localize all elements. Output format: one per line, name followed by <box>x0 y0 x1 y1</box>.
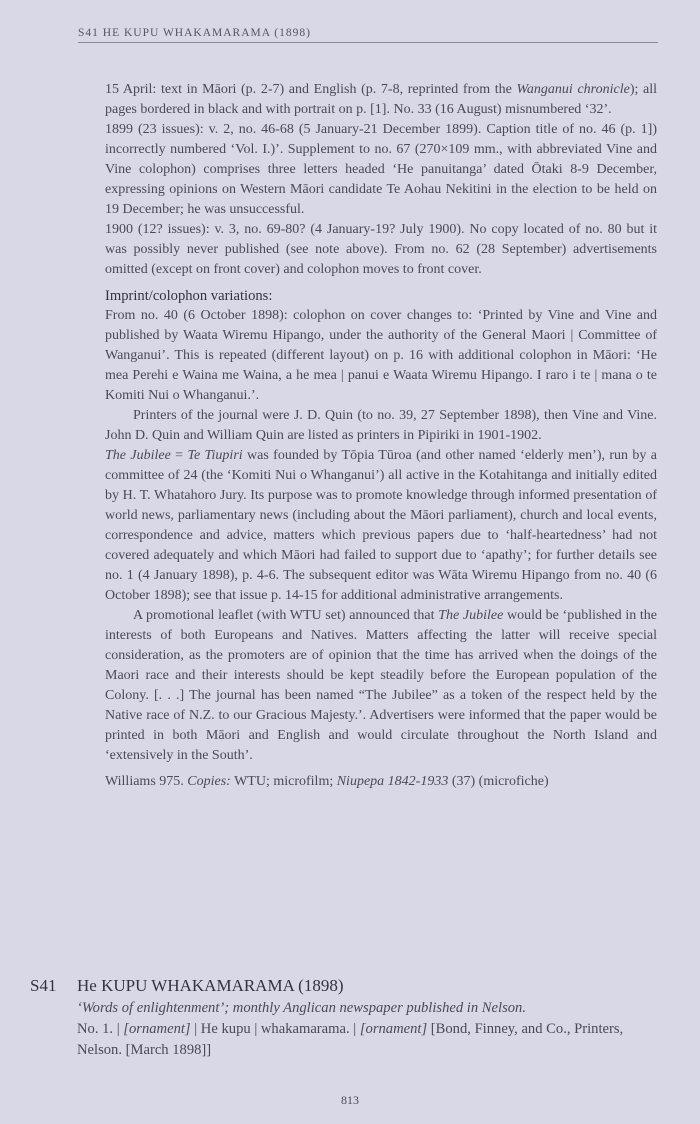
paragraph-1899-issues: 1899 (23 issues): v. 2, no. 46-68 (5 January-21 December 1899). Caption title of no. 46 (p. 1]) incorrectly numbered ‘Vol. I.)’. Supplement to no. 67 (270×109 mm., with abbreviated Vine and Vine colophon) comprises three letters headed ‘He panuitanga’ dated Ōtaki 8-9 December, expressing opinions on Western Māori candidate Te Aohau Nekitini in the election to be held on 19 December; he was unsuccessful. <box>105 122 657 217</box>
italic-run: Wanganui chronicle <box>516 82 630 97</box>
paragraph-leaflet <box>105 606 657 766</box>
italic-run: [ornament] <box>359 1021 428 1037</box>
page-number: 813 <box>341 1093 359 1107</box>
text-run: = <box>170 448 188 463</box>
italic-run: ‘Words of enlightenment’; monthly Anglican newspaper published in Nelson. <box>77 1000 526 1016</box>
text-run: ); all pages bordered in black and with portrait on p. [1]. No. 33 (16 August) misnumbered ‘32’. <box>105 82 658 117</box>
italic-run: Te Tiupiri <box>187 448 243 463</box>
imprint-heading: Imprint/colophon variations: <box>105 288 273 304</box>
entry-code: S41 <box>30 976 57 995</box>
main-text <box>105 80 657 792</box>
text-run: would be ‘published in the interests of both Europeans and Natives. Matters affecting the latter will receive special consideration, as the promoters are of opinion that the time has arrived when the doings of the Maori race and their interests should be kept steadily before the European population of the Colony. [. . .] The journal has been named “The Jubilee” as a token of the respect held by the Native race of N.Z. to our Gracious Majesty.’. Advertisers were informed that the paper would be printed in both Māori and English and would circulate throughout the North Island and ‘extensively in the South’. <box>105 608 658 763</box>
text-run: 15 April: text in Māori (p. 2-7) and English (p. 7-8, reprinted from the <box>105 82 517 97</box>
italic-run: [ornament] <box>123 1021 191 1037</box>
italic-run: Niupepa 1842-1933 <box>336 774 449 789</box>
entry-description <box>77 998 660 1019</box>
paragraph-1900-issues: 1900 (12? issues): v. 3, no. 69-80? (4 January-19? July 1900). No copy located of no. 80 but it was possibly never published (see note above). From no. 62 (28 September) advertisements omitted (except on front cover) and colophon moves to front cover. <box>105 222 657 277</box>
text-run: (37) (microfiche) <box>448 774 549 789</box>
text-run: No. 1. | <box>77 1021 124 1037</box>
entry-title: He KUPU WHAKAMARAMA <box>77 976 294 995</box>
entry-s41 <box>30 974 660 1061</box>
italic-run: The Jubilee <box>105 448 171 463</box>
entry-heading <box>30 974 660 998</box>
text-run: | He kupu | whakamarama. | <box>190 1021 360 1037</box>
entry-transcription <box>77 1019 660 1061</box>
text-run: [Bond, Finney, and Co., Printers, Nelson. [March 1898]] <box>77 1021 624 1058</box>
text-run: Williams 975. <box>105 774 188 789</box>
paragraph-history <box>105 446 657 606</box>
text-run: A promotional leaflet (with WTU set) announced that <box>133 608 439 623</box>
paragraph-1898-issues <box>105 80 657 120</box>
running-head: S41 HE KUPU WHAKAMARAMA (1898) <box>78 27 658 43</box>
italic-run: Copies: <box>187 774 231 789</box>
entry-body <box>77 998 660 1061</box>
entry-year: (1898) <box>293 976 344 995</box>
italic-run: The Jubilee <box>438 608 504 623</box>
paragraph-colophon: From no. 40 (6 October 1898): colophon on cover changes to: ‘Printed by Vine and Vine and published by Waata Wiremu Hipango, under the authority of the General Maori | Committee of Wanganui’. This is repeated (different layout) on p. 16 with additional colophon in Māori: ‘He mea Perehi e Waina me Waina, a he mea | panui e Waata Wiremu Hipango. I raro i te | mana o te Komiti Nui o Whanganui.’. <box>105 308 657 403</box>
citations <box>105 772 657 792</box>
text-run: was founded by Tōpia Tūroa (and other named ‘elderly men’), run by a committee of 24 (the ‘Komiti Nui o Whanganui’) all active in the Kotahitanga and initially edited by H. T. Whatahoro Jury. Its purpose was to promote knowledge through informed presentation of world news, parliamentary news (including about the Māori parliament), church and local events, correspondence and advice, matters which previous papers due to ‘half-heartedness’ had not covered adequately and which Māori had failed to support due to ‘apathy’; for further details see no. 1 (4 January 1898), p. 4-6. The subsequent editor was Wāta Wiremu Hipango from no. 40 (6 October 1898); see that issue p. 14-15 for additional administrative arrangements. <box>105 448 657 603</box>
text-run: WTU; microfilm; <box>230 774 337 789</box>
paragraph-printers: Printers of the journal were J. D. Quin (to no. 39, 27 September 1898), then Vine and Vine. John D. Quin and William Quin are listed as printers in Pipiriki in 1901-1902. <box>105 408 657 443</box>
